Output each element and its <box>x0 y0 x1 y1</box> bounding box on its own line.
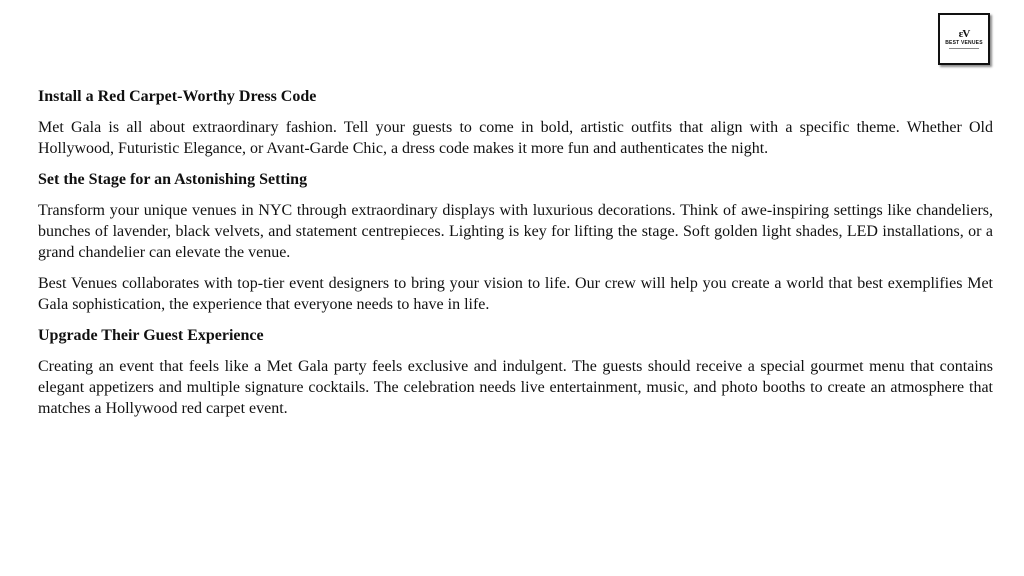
section-paragraph: Creating an event that feels like a Met Gala party feels exclusive and indulgent. The guests should receive a special gourmet menu that contains elegant appetizers and multiple signature cocktails. The celebration needs live entertainment, music, and photo booths to create an atmosphere that matches a Hollywood red carpet event. <box>38 358 993 417</box>
section-heading-setting: Set the Stage for an Astonishing Setting <box>38 171 308 188</box>
section-paragraph: Transform your unique venues in NYC through extraordinary displays with luxurious decorations. Think of awe-inspiring settings like chandeliers, bunches of lavender, black velvets, and statement centrepieces. Lighting is key for lifting the stage. Soft golden light shades, LED installations, or a grand chandelier can elevate the venue. <box>38 202 993 261</box>
section-heading-dress-code: Install a Red Carpet-Worthy Dress Code <box>38 88 317 105</box>
section-heading-guest-experience: Upgrade Their Guest Experience <box>38 327 264 344</box>
best-venues-logo <box>938 13 990 65</box>
logo-underline <box>949 48 979 49</box>
logo-mark: ɛV <box>958 28 970 40</box>
section-paragraph: Met Gala is all about extraordinary fashion. Tell your guests to come in bold, artistic outfits that align with a specific theme. Whether Old Hollywood, Futuristic Elegance, or Avant-Garde Chic, a dress code makes it more fun and authenticates the night. <box>38 119 993 157</box>
section-paragraph: Best Venues collaborates with top-tier event designers to bring your vision to life. Our crew will help you create a world that best exemplifies Met Gala sophistication, the experience that everyone needs to have in life. <box>38 275 993 313</box>
logo-text: BEST VENUES <box>945 40 983 46</box>
article-body <box>38 86 993 429</box>
